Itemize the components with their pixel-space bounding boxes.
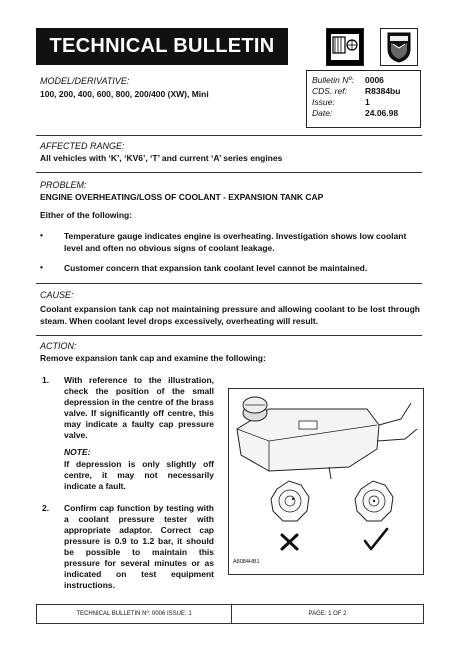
faulty-cap-drawing xyxy=(271,481,309,521)
action-label: ACTION: xyxy=(40,341,77,351)
step-number: 2. xyxy=(42,503,50,513)
bulletin-meta-box xyxy=(306,70,421,128)
meta-value: 24.06.98 xyxy=(365,108,399,118)
coolant-radiator-icon xyxy=(326,28,364,66)
footer-bulletin-ref: TECHNICAL BULLETIN Nº: 0006 ISSUE: 1 xyxy=(37,605,232,623)
problem-title: ENGINE OVERHEATING/LOSS OF COOLANT - EXPANSION TANK CAP xyxy=(40,192,324,202)
cross-icon xyxy=(282,535,297,549)
meta-value: 0006 xyxy=(365,75,384,85)
bulletin-title: TECHNICAL BULLETIN xyxy=(36,28,288,65)
step-text: With reference to the illustration, check the position of the small depression in the centre of the brass valve. If significantly off centre, this may indicate a faulty cap pressure valve. xyxy=(64,375,214,440)
meta-row-issue xyxy=(312,97,415,108)
divider xyxy=(36,283,422,284)
meta-value: R8384bu xyxy=(365,86,401,96)
meta-label: CDS. ref: xyxy=(312,86,347,96)
expansion-tank-cap-illustration xyxy=(228,388,424,575)
list-item xyxy=(40,262,420,274)
correct-cap-drawing xyxy=(355,481,393,521)
note-text: If depression is only slightly off centre, it may not necessarily indicate a fault. xyxy=(64,459,214,491)
affected-label: AFFECTED RANGE: xyxy=(40,141,125,151)
meta-row-date xyxy=(312,108,415,119)
meta-value: 1 xyxy=(365,97,370,107)
bullet-dot: • xyxy=(40,262,43,272)
affected-value: All vehicles with ‘K’, ‘KV6’, ‘T’ and current ‘A’ series engines xyxy=(40,153,283,163)
meta-label: Issue: xyxy=(312,97,335,107)
problem-label: PROBLEM: xyxy=(40,180,87,190)
divider xyxy=(36,172,422,173)
rover-badge-icon xyxy=(380,28,418,66)
bullet-text: Temperature gauge indicates engine is overheating. Investigation shows low coolant level and often no obvious signs of coolant leakage. xyxy=(64,231,407,253)
cause-text: Coolant expansion tank cap not maintaining pressure and allowing coolant to be lost through steam. When coolant level drops excessively, overheating will result. xyxy=(40,304,420,326)
step-number: 1. xyxy=(42,375,50,385)
model-label: MODEL/DERIVATIVE: xyxy=(40,76,130,86)
model-value: 100, 200, 400, 600, 800, 200/400 (XW), Mini xyxy=(40,89,209,99)
footer-page-number: PAGE: 1 OF 2 xyxy=(308,611,347,617)
note-label: NOTE: xyxy=(64,447,91,457)
list-item xyxy=(40,230,420,254)
bullet-dot: • xyxy=(40,230,43,240)
page-footer xyxy=(36,604,424,624)
step-text: Confirm cap function by testing with a coolant pressure tester with appropriate adaptor. Correct cap pressure is 0.9 to 1.2 bar, it should be possible to maintain this pressure for several minutes or as indicated on test equipment instructions. xyxy=(64,503,214,590)
divider xyxy=(36,135,422,136)
divider xyxy=(36,335,422,336)
meta-row-bulletin xyxy=(312,75,415,86)
meta-label: Bulletin Nº: xyxy=(312,75,354,85)
cause-label: CAUSE: xyxy=(40,290,74,300)
bullet-text: Customer concern that expansion tank coolant level cannot be maintained. xyxy=(64,263,368,273)
problem-intro: Either of the following: xyxy=(40,210,133,220)
figure-code: A8084HB1 xyxy=(233,559,260,565)
action-intro: Remove expansion tank cap and examine the following: xyxy=(40,353,266,363)
tick-icon xyxy=(365,529,387,549)
meta-label: Date: xyxy=(312,108,333,118)
meta-row-cds xyxy=(312,86,415,97)
expansion-tank-drawing xyxy=(237,397,417,479)
